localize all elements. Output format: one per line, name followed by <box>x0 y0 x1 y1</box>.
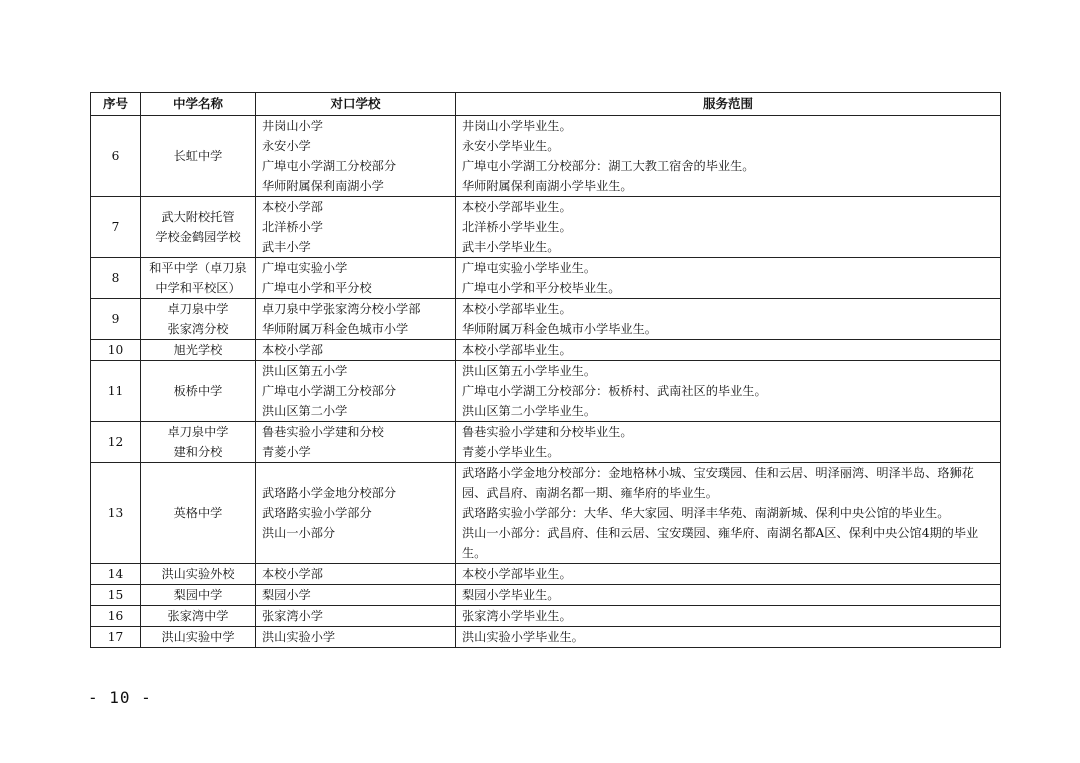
serial-number-cell: 13 <box>91 463 141 564</box>
header-paired-school: 对口学校 <box>256 93 456 116</box>
service-scope-line: 梨园小学毕业生。 <box>462 588 560 602</box>
serial-number-cell: 7 <box>91 197 141 258</box>
paired-school-line: 北洋桥小学 <box>262 220 323 234</box>
middle-school-name-line: 板桥中学 <box>173 384 223 398</box>
middle-school-cell <box>141 299 256 340</box>
table-row <box>91 606 1001 627</box>
table-row <box>91 585 1001 606</box>
paired-school-cell <box>256 564 456 585</box>
service-scope-line: 武珞路实验小学部分：大华、华大家园、明泽丰华苑、南湖新城、保利中央公馆的毕业生。 <box>462 506 950 520</box>
header-serial: 序号 <box>91 93 141 116</box>
paired-school-line: 永安小学 <box>262 139 311 153</box>
serial-number-cell: 9 <box>91 299 141 340</box>
header-service-scope: 服务范围 <box>456 93 1001 116</box>
middle-school-cell <box>141 564 256 585</box>
paired-school-line: 青菱小学 <box>262 445 311 459</box>
paired-school-cell <box>256 463 456 564</box>
service-scope-line: 张家湾小学毕业生。 <box>462 609 572 623</box>
service-scope-line: 本校小学部毕业生。 <box>462 567 572 581</box>
middle-school-cell <box>141 197 256 258</box>
paired-school-cell <box>256 627 456 648</box>
service-scope-line: 华师附属保利南湖小学毕业生。 <box>462 179 633 193</box>
middle-school-name-line: 张家湾中学 <box>167 609 229 623</box>
table-row <box>91 116 1001 197</box>
service-scope-cell <box>456 606 1001 627</box>
middle-school-name-line: 武大附校托管 <box>161 210 235 224</box>
middle-school-cell <box>141 340 256 361</box>
table-row <box>91 361 1001 422</box>
paired-school-line: 华师附属保利南湖小学 <box>262 179 384 193</box>
header-middle-school: 中学名称 <box>141 93 256 116</box>
paired-school-line: 卓刀泉中学张家湾分校小学部 <box>262 302 421 316</box>
paired-school-line: 本校小学部 <box>262 567 323 581</box>
table-body <box>91 116 1001 648</box>
service-scope-line: 本校小学部毕业生。 <box>462 343 572 357</box>
service-scope-line: 本校小学部毕业生。 <box>462 302 572 316</box>
paired-school-cell <box>256 606 456 627</box>
service-scope-cell <box>456 340 1001 361</box>
paired-school-cell <box>256 361 456 422</box>
serial-number-cell: 6 <box>91 116 141 197</box>
middle-school-name-line: 建和分校 <box>173 445 223 459</box>
paired-school-line: 鲁巷实验小学建和分校 <box>262 425 384 439</box>
paired-school-line: 广埠屯小学和平分校 <box>262 281 372 295</box>
middle-school-name-line: 英格中学 <box>173 506 223 520</box>
serial-number-cell: 15 <box>91 585 141 606</box>
middle-school-cell <box>141 585 256 606</box>
table-row <box>91 197 1001 258</box>
middle-school-cell <box>141 116 256 197</box>
service-scope-line: 本校小学部毕业生。 <box>462 200 572 214</box>
service-scope-cell <box>456 299 1001 340</box>
paired-school-cell <box>256 299 456 340</box>
service-scope-line: 洪山区第五小学毕业生。 <box>462 364 597 378</box>
paired-school-line: 井岗山小学 <box>262 119 323 133</box>
middle-school-name-line: 中学和平校区） <box>155 281 241 295</box>
table-row <box>91 299 1001 340</box>
middle-school-name-line: 和平中学（卓刀泉 <box>149 261 247 275</box>
page-number: - 10 - <box>88 688 152 707</box>
table-header-row <box>91 93 1001 116</box>
paired-school-line: 洪山区第二小学 <box>262 404 348 418</box>
paired-school-line: 张家湾小学 <box>262 609 323 623</box>
paired-school-line: 广埠屯小学湖工分校部分 <box>262 159 397 173</box>
paired-school-cell <box>256 116 456 197</box>
serial-number-cell: 11 <box>91 361 141 422</box>
serial-number-cell: 10 <box>91 340 141 361</box>
middle-school-name-line: 卓刀泉中学 <box>167 425 229 439</box>
paired-school-line: 本校小学部 <box>262 200 323 214</box>
serial-number-cell: 14 <box>91 564 141 585</box>
paired-school-cell <box>256 197 456 258</box>
service-scope-line: 井岗山小学毕业生。 <box>462 119 572 133</box>
service-scope-line: 洪山区第二小学毕业生。 <box>462 404 597 418</box>
table-row <box>91 463 1001 564</box>
service-scope-line: 青菱小学毕业生。 <box>462 445 560 459</box>
service-scope-line: 华师附属万科金色城市小学毕业生。 <box>462 322 657 336</box>
middle-school-cell <box>141 422 256 463</box>
service-scope-line: 洪山一小部分：武昌府、佳和云居、宝安璞园、雍华府、南湖名都A区、保利中央公馆4期的毕业生。 <box>462 526 979 560</box>
service-scope-cell <box>456 463 1001 564</box>
service-scope-line: 武丰小学毕业生。 <box>462 240 560 254</box>
middle-school-cell <box>141 361 256 422</box>
service-scope-cell <box>456 258 1001 299</box>
middle-school-name-line: 长虹中学 <box>173 149 223 163</box>
paired-school-line: 本校小学部 <box>262 343 323 357</box>
paired-school-line: 洪山一小部分 <box>262 526 336 540</box>
middle-school-cell <box>141 258 256 299</box>
paired-school-line: 广埠屯实验小学 <box>262 261 348 275</box>
service-scope-cell <box>456 564 1001 585</box>
service-scope-line: 广埠屯小学湖工分校部分：湖工大教工宿舍的毕业生。 <box>462 159 755 173</box>
table-row <box>91 627 1001 648</box>
paired-school-line: 洪山区第五小学 <box>262 364 348 378</box>
serial-number-cell: 17 <box>91 627 141 648</box>
service-scope-cell <box>456 585 1001 606</box>
middle-school-name-line: 旭光学校 <box>173 343 223 357</box>
serial-number-cell: 12 <box>91 422 141 463</box>
service-scope-line: 北洋桥小学毕业生。 <box>462 220 572 234</box>
service-scope-cell <box>456 361 1001 422</box>
service-scope-line: 广埠屯小学和平分校毕业生。 <box>462 281 621 295</box>
service-scope-line: 永安小学毕业生。 <box>462 139 560 153</box>
serial-number-cell: 8 <box>91 258 141 299</box>
middle-school-name-line: 张家湾分校 <box>167 322 229 336</box>
middle-school-name-line: 洪山实验外校 <box>161 567 235 581</box>
serial-number-cell: 16 <box>91 606 141 627</box>
paired-school-line: 广埠屯小学湖工分校部分 <box>262 384 397 398</box>
table-row <box>91 258 1001 299</box>
middle-school-name-line: 梨园中学 <box>173 588 223 602</box>
paired-school-line: 华师附属万科金色城市小学 <box>262 322 409 336</box>
table-row <box>91 340 1001 361</box>
service-scope-cell <box>456 116 1001 197</box>
paired-school-line: 洪山实验小学 <box>262 630 336 644</box>
middle-school-cell <box>141 627 256 648</box>
school-allocation-table <box>90 92 1001 648</box>
service-scope-cell <box>456 197 1001 258</box>
paired-school-cell <box>256 258 456 299</box>
paired-school-line: 梨园小学 <box>262 588 311 602</box>
service-scope-line: 鲁巷实验小学建和分校毕业生。 <box>462 425 633 439</box>
table-row <box>91 422 1001 463</box>
paired-school-cell <box>256 340 456 361</box>
paired-school-line: 武珞路实验小学部分 <box>262 506 372 520</box>
service-scope-line: 广埠屯小学湖工分校部分：板桥村、武南社区的毕业生。 <box>462 384 767 398</box>
table-row <box>91 564 1001 585</box>
service-scope-cell <box>456 422 1001 463</box>
paired-school-cell <box>256 585 456 606</box>
middle-school-name-line: 学校金鹤园学校 <box>155 230 241 244</box>
middle-school-name-line: 卓刀泉中学 <box>167 302 229 316</box>
service-scope-cell <box>456 627 1001 648</box>
service-scope-line: 洪山实验小学毕业生。 <box>462 630 584 644</box>
paired-school-line: 武丰小学 <box>262 240 311 254</box>
middle-school-cell <box>141 606 256 627</box>
middle-school-cell <box>141 463 256 564</box>
paired-school-cell <box>256 422 456 463</box>
middle-school-name-line: 洪山实验中学 <box>161 630 235 644</box>
paired-school-line: 武珞路小学金地分校部分 <box>262 486 397 500</box>
service-scope-line: 武珞路小学金地分校部分：金地格林小城、宝安璞园、佳和云居、明泽丽湾、明泽半岛、珞狮花园、武昌府、南湖名都一期、雍华府的毕业生。 <box>462 466 974 500</box>
service-scope-line: 广埠屯实验小学毕业生。 <box>462 261 597 275</box>
